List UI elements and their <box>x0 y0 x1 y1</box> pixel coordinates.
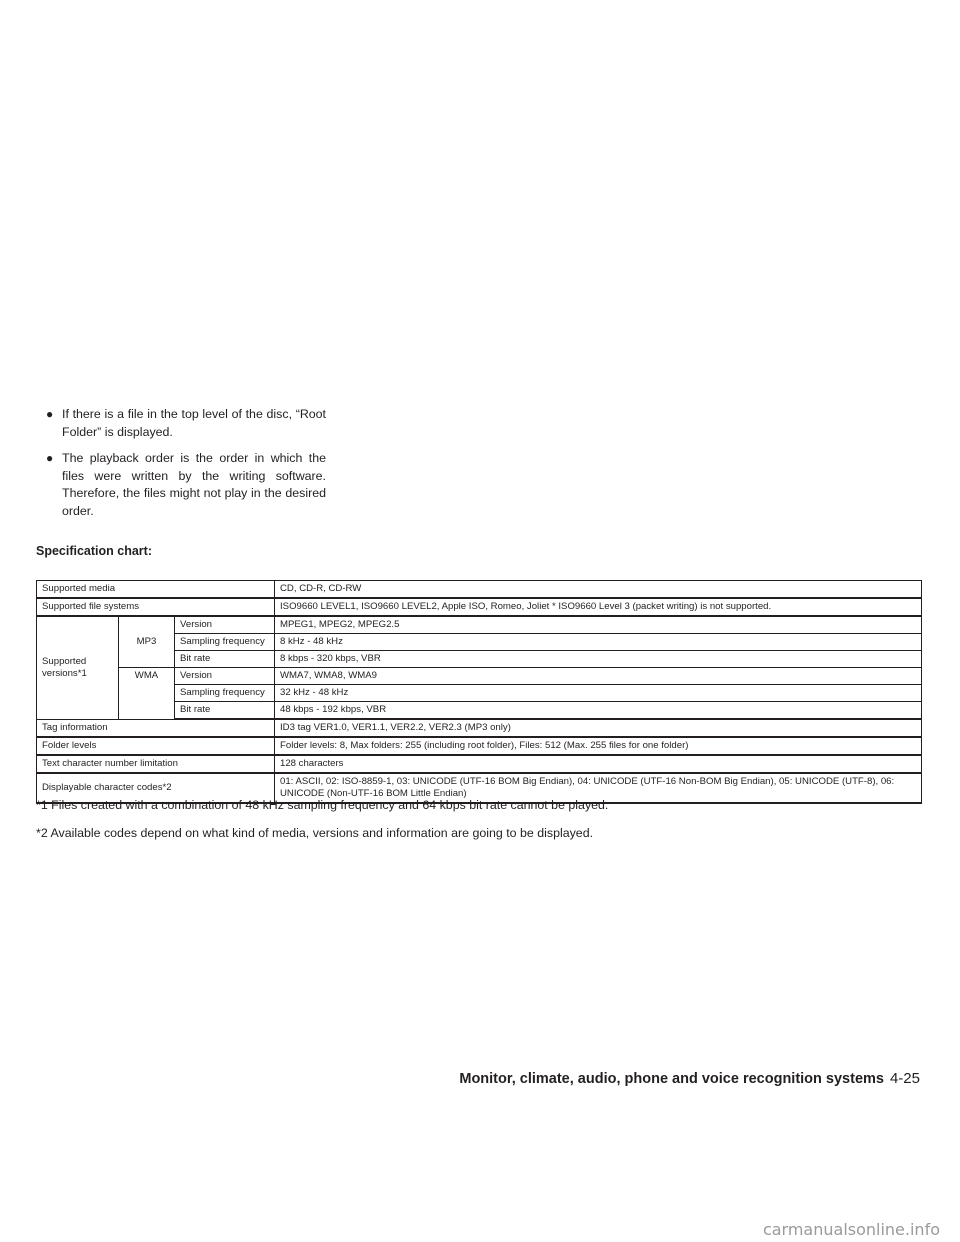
bullet-list <box>46 406 326 529</box>
row-label: Version <box>175 616 275 634</box>
bullet-dot-icon: ● <box>46 451 54 465</box>
row-label: Displayable character codes*2 <box>37 773 275 803</box>
row-label: Version <box>175 668 275 685</box>
table-row <box>37 616 922 634</box>
versions-label: Supported versions*1 <box>37 616 119 719</box>
row-label: Tag information <box>37 719 275 737</box>
table-row <box>37 719 922 737</box>
bullet-item <box>46 450 326 520</box>
bullet-item <box>46 406 326 441</box>
row-value: ISO9660 LEVEL1, ISO9660 LEVEL2, Apple ISO, Romeo, Joliet * ISO9660 Level 3 (packet writing) is not supported. <box>275 598 922 616</box>
table-row <box>37 668 922 685</box>
row-value: 32 kHz - 48 kHz <box>275 685 922 702</box>
row-value: WMA7, WMA8, WMA9 <box>275 668 922 685</box>
row-label: Supported file systems <box>37 598 275 616</box>
table-row <box>37 581 922 599</box>
table-row <box>37 598 922 616</box>
wma-label: WMA <box>119 668 175 720</box>
page-footer <box>459 1070 920 1087</box>
row-value: ID3 tag VER1.0, VER1.1, VER2.2, VER2.3 (MP3 only) <box>275 719 922 737</box>
footnote-1: *1 Files created with a combination of 48 kHz sampling frequency and 64 kbps bit rate cannot be played. <box>36 798 609 812</box>
table-row <box>37 737 922 755</box>
footnote-2: *2 Available codes depend on what kind of media, versions and information are going to be displayed. <box>36 826 594 840</box>
page-number: 4-25 <box>889 1070 920 1087</box>
mp3-label: MP3 <box>119 616 175 668</box>
row-value: Folder levels: 8, Max folders: 255 (including root folder), Files: 512 (Max. 255 files for one folder) <box>275 737 922 755</box>
table-row <box>37 755 922 773</box>
row-label: Sampling frequency <box>175 634 275 651</box>
row-value: MPEG1, MPEG2, MPEG2.5 <box>275 616 922 634</box>
row-value: 48 kbps - 192 kbps, VBR <box>275 702 922 720</box>
watermark: carmanualsonline.info <box>762 1220 940 1239</box>
spec-table <box>36 580 922 804</box>
row-label: Sampling frequency <box>175 685 275 702</box>
row-value: CD, CD-R, CD-RW <box>275 581 922 599</box>
row-label: Bit rate <box>175 651 275 668</box>
row-label: Bit rate <box>175 702 275 720</box>
spec-heading: Specification chart: <box>36 544 152 558</box>
bullet-text: If there is a file in the top level of the disc, “Root Folder” is displayed. <box>62 407 326 439</box>
bullet-text: The playback order is the order in which the files were written by the writing software. Therefore, the files might not play in the desired order. <box>62 451 326 518</box>
bullet-dot-icon: ● <box>46 407 54 421</box>
row-label: Text character number limitation <box>37 755 275 773</box>
row-label: Folder levels <box>37 737 275 755</box>
row-value: 01: ASCII, 02: ISO-8859-1, 03: UNICODE (UTF-16 BOM Big Endian), 04: UNICODE (UTF-16 Non-BOM Big Endian), 05: UNICODE (UTF-8), 06: UNICODE (Non-UTF-16 BOM Little Endian) <box>275 773 922 803</box>
row-value: 8 kHz - 48 kHz <box>275 634 922 651</box>
row-value: 8 kbps - 320 kbps, VBR <box>275 651 922 668</box>
footer-section-title: Monitor, climate, audio, phone and voice recognition systems <box>459 1071 884 1087</box>
row-label: Supported media <box>37 581 275 599</box>
row-value: 128 characters <box>275 755 922 773</box>
